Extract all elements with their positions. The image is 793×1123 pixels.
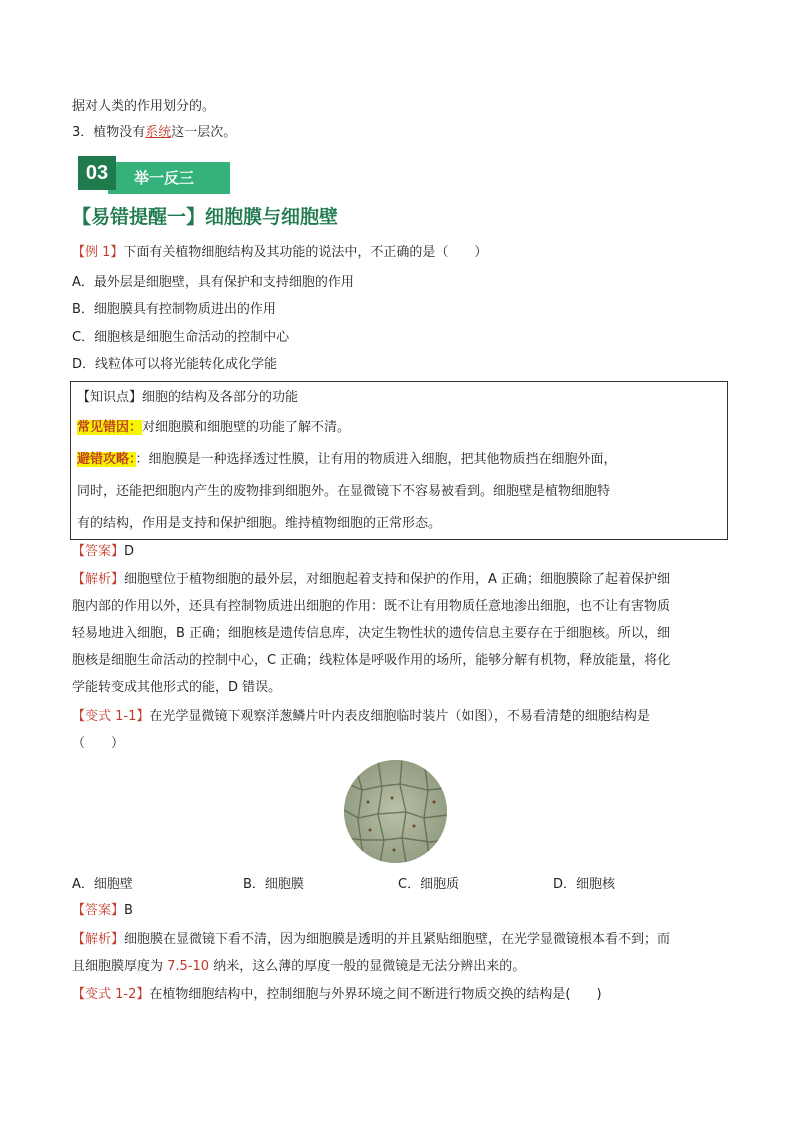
analysis2-label: 【解析】 xyxy=(72,932,125,947)
variant2-tag: 【变式 1-2】 xyxy=(72,987,150,1002)
variant1-question xyxy=(72,707,650,727)
knowledge-text: 细胞的结构及各部分的功能 xyxy=(142,390,299,405)
answer1-line xyxy=(72,542,134,562)
section-title: 举一反三 xyxy=(108,162,230,194)
variant1-option-b: B．细胞膜 xyxy=(243,877,304,892)
answer2-label: 【答案】 xyxy=(72,903,125,918)
variant1-blank: （ ） xyxy=(72,736,125,751)
example1-option-b: B．细胞膜具有控制物质进出的作用 xyxy=(72,302,276,317)
variant1-option-a: A．细胞壁 xyxy=(72,877,133,892)
avoid-text-1: ：细胞膜是一种选择透过性膜，让有用的物质进入细胞，把其他物质挡在细胞外面， xyxy=(135,452,617,467)
common-error-label: 常见错因： xyxy=(77,420,143,435)
analysis2-text-2b: 纳米，这么薄的厚度一般的显微镜是无法分辨出来的。 xyxy=(209,959,526,974)
example1-question-text: 下面有关植物细胞结构及其功能的说法中，不正确的是（ ） xyxy=(123,245,488,260)
analysis2-text-1: 细胞膜在显微镜下看不清，因为细胞膜是透明的并且紧贴细胞壁，在光学显微镜根本看不到；而 xyxy=(124,932,671,947)
example1-option-c: C．细胞核是细胞生命活动的控制中心 xyxy=(72,330,290,345)
variant2-question xyxy=(72,985,602,1005)
onion-epidermis-micrograph-icon xyxy=(344,760,447,863)
analysis1-line-4: 胞核是细胞生命活动的控制中心，C 正确；线粒体是呼吸作用的场所，能够分解有机物，释放能量，将化 xyxy=(72,653,671,668)
variant2-question-text: 在植物细胞结构中，控制细胞与外界环境之间不断进行物质交换的结构是( ) xyxy=(149,987,602,1002)
intro-text-2a: 3．植物没有 xyxy=(72,125,146,140)
analysis1-line-1 xyxy=(72,570,670,590)
variant1-option-d: D．细胞核 xyxy=(553,877,616,892)
analysis2-thickness: 7.5-10 xyxy=(167,959,210,974)
avoid-line-3: 有的结构，作用是支持和保护细胞。维持植物细胞的正常形态。 xyxy=(77,516,442,531)
intro-line-1 xyxy=(72,97,215,117)
common-error-line xyxy=(77,416,350,435)
variant1-option-c: C．细胞质 xyxy=(398,877,460,892)
example1-option-d: D．线粒体可以将光能转化成化学能 xyxy=(72,357,278,372)
example1-question xyxy=(72,243,487,263)
knowledge-label: 【知识点】 xyxy=(77,390,143,405)
avoid-line-2: 同时，还能把细胞内产生的废物排到细胞外。在显微镜下不容易被看到。细胞壁是植物细胞特 xyxy=(77,484,611,499)
knowledge-box xyxy=(70,381,728,540)
intro-text-1: 据对人类的作用划分的。 xyxy=(72,99,216,114)
section-number: 03 xyxy=(78,156,116,190)
answer1-value: D xyxy=(124,544,135,559)
variant1-tag: 【变式 1-1】 xyxy=(72,709,150,724)
avoid-label: 避错攻略： xyxy=(77,452,136,467)
analysis1-line-2: 胞内部的作用以外，还具有控制物质进出细胞的作用：既不让有用物质任意地渗出细胞，也不让有害物质 xyxy=(72,599,671,614)
intro-text-2b: 这一层次。 xyxy=(171,125,237,140)
example1-tag: 【例 1】 xyxy=(72,245,124,260)
analysis1-text-1: 细胞壁位于植物细胞的最外层，对细胞起着支持和保护的作用，A 正确；细胞膜除了起着保护细 xyxy=(124,572,671,587)
section-banner xyxy=(78,156,230,194)
answer2-value: B xyxy=(124,903,133,918)
intro-keyword-link[interactable]: 系统 xyxy=(145,125,172,140)
analysis1-line-5: 学能转变成其他形式的能，D 错误。 xyxy=(72,680,282,695)
analysis2-line-1 xyxy=(72,930,670,950)
section-heading: 【易错提醒一】细胞膜与细胞壁 xyxy=(72,206,339,228)
micrograph-svg xyxy=(344,760,447,863)
analysis1-label: 【解析】 xyxy=(72,572,125,587)
answer1-label: 【答案】 xyxy=(72,544,125,559)
knowledge-point-line xyxy=(77,386,298,405)
analysis2-line-2 xyxy=(72,957,525,977)
variant1-question-text: 在光学显微镜下观察洋葱鳞片叶内表皮细胞临时装片（如图），不易看清楚的细胞结构是 xyxy=(149,709,650,724)
avoid-line-1 xyxy=(77,448,617,467)
analysis2-text-2a: 且细胞膜厚度为 xyxy=(72,959,168,974)
intro-line-2 xyxy=(72,123,236,143)
common-error-text: 对细胞膜和细胞壁的功能了解不清。 xyxy=(142,420,351,435)
analysis1-line-3: 轻易地进入细胞，B 正确；细胞核是遗传信息库，决定生物性状的遗传信息主要存在于细胞核。所以，细 xyxy=(72,626,671,641)
example1-option-a: A．最外层是细胞壁，具有保护和支持细胞的作用 xyxy=(72,275,354,290)
answer2-line xyxy=(72,901,133,921)
